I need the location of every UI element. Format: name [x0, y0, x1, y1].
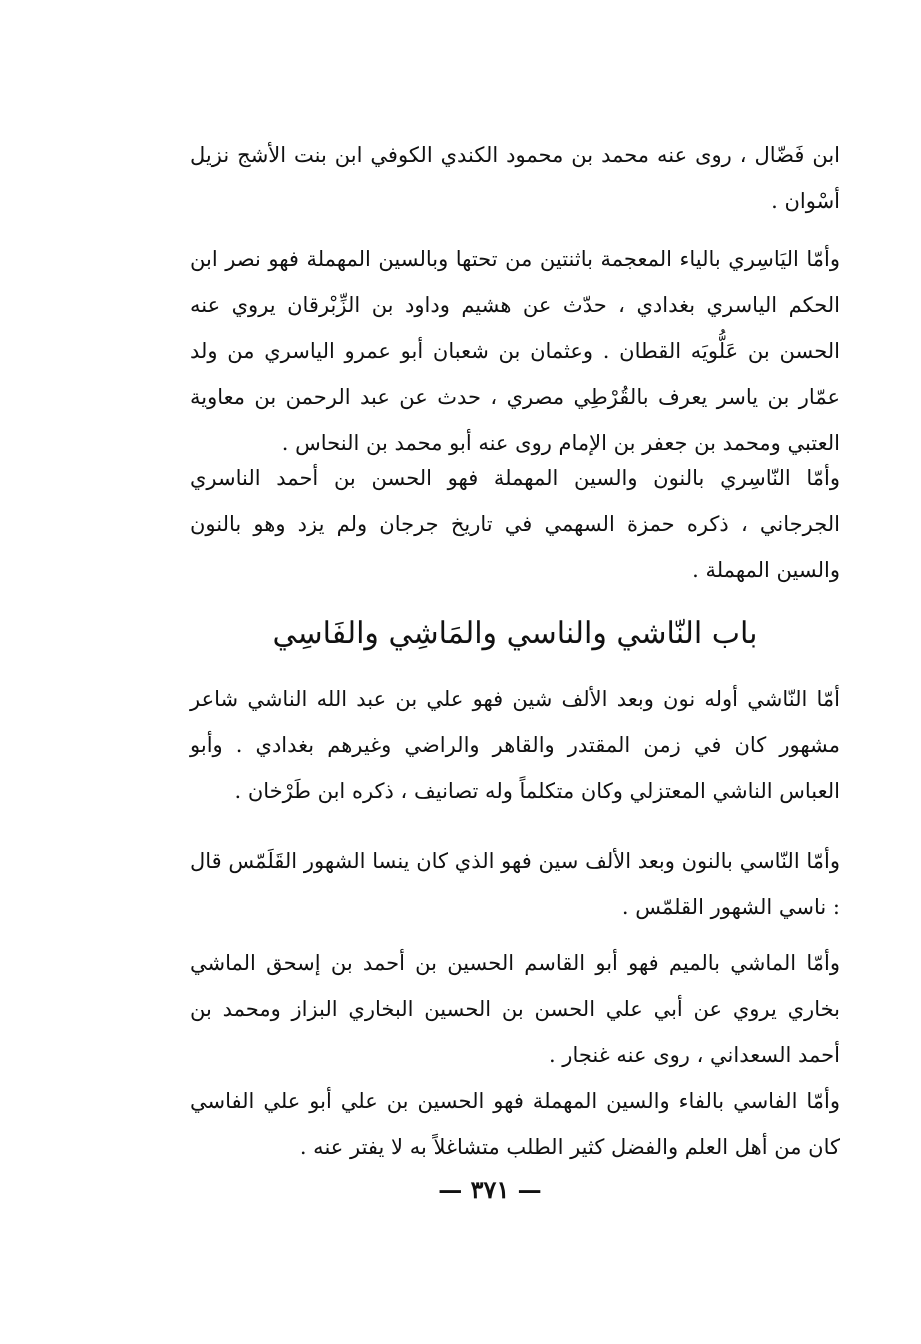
paragraph-al-nasiri: وأمّا النّاسِري بالنون والسين المهملة فهو الحسن بن أحمد الناسري الجرجاني ، ذكره حمزة السهمي في تاريخ جرجان ولم يزد وهو بالنون والسين المهملة . — [190, 466, 840, 582]
page-number: — ٣٧١ — — [438, 1175, 542, 1204]
paragraph-al-fasi: وأمّا الفاسي بالفاء والسين المهملة فهو الحسين بن علي أبو علي الفاسي كان من أهل العلم والفضل كثير الطلب متشاغلاً به لا يفتر عنه . — [190, 1089, 840, 1159]
paragraph-ibn-fadal: ابن فَضّال ، روى عنه محمد بن محمود الكندي الكوفي ابن بنت الأشج نزيل أسْوان . — [190, 143, 840, 213]
paragraph-al-nasi: وأمّا النّاسي بالنون وبعد الألف سين فهو الذي كان ينسا الشهور القَلَمّس قال : ناسي الشهور القلمّس . — [190, 849, 840, 919]
paragraph-al-mashi: وأمّا الماشي بالميم فهو أبو القاسم الحسين بن أحمد بن إسحق الماشي بخاري يروي عن أبي علي الحسن بن الحسين البخاري البزاز ومحمد بن أحمد السعداني ، روى عنه غنجار . — [190, 951, 840, 1067]
paragraph-al-nashi: أمّا النّاشي أوله نون وبعد الألف شين فهو علي بن عبد الله الناشي شاعر مشهور كان في زمن المقتدر والقاهر والراضي وغيرهم بغدادي . وأبو العباس الناشي المعتزلي وكان متكلماً وله تصانيف ، ذكره ابن طَرْخان . — [190, 687, 840, 803]
paragraph-al-yasiri: وأمّا اليَاسِري بالياء المعجمة باثنتين من تحتها وبالسين المهملة فهو نصر ابن الحكم الياسري بغدادي ، حدّث عن هشيم وداود بن الزِّبْرقان يروي عنه الحسن بن عَلُّويَه القطان . وعثمان بن شعبان أبو عمرو الياسري من ولد عمّار بن ياسر يعرف بالقُرْطِي مصري ، حدث عن عبد الرحمن بن معاوية العتبي ومحمد بن جعفر بن الإمام روى عنه أبو محمد بن النحاس . — [190, 247, 840, 455]
chapter-heading: باب النّاشي والناسي والمَاشِي والفَاسِي — [272, 616, 758, 651]
